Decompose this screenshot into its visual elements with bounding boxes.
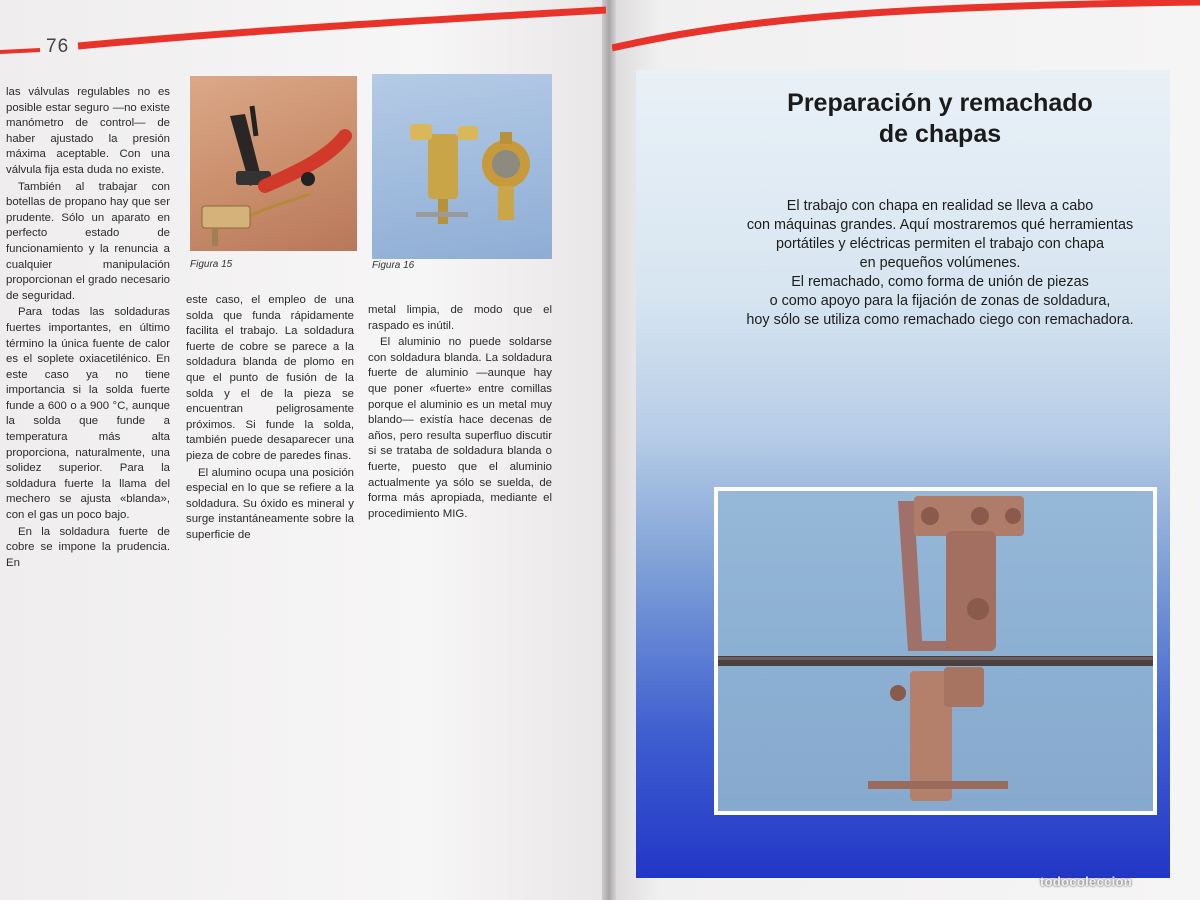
paragraph: las válvulas regulables no es posible estar seguro —no existe manómetro de control— de haber ajustado la presión máxima aceptable. Con una válvula fija esta duda no existe. — [6, 86, 170, 176]
riveting-photo — [714, 487, 1157, 815]
text-column-2 — [186, 293, 354, 545]
paragraph: metal limpia, de modo que el raspado es inútil. — [368, 304, 552, 332]
paragraph: También al trabajar con botellas de propano hay que ser prudente. Sólo un aparato en perfecto estado de funcionamiento y la renuncia a cualquier manipulación proporcionan el grado necesario de seguridad. — [6, 180, 170, 302]
watermark-text: todocoleccion — [1040, 874, 1133, 889]
intro-line: El trabajo con chapa en realidad se lleva a cabo — [786, 198, 1094, 214]
figure-16-photo — [372, 74, 552, 259]
section-title — [700, 88, 1180, 150]
title-line: Preparación y remachado — [787, 89, 1093, 117]
intro-text — [700, 197, 1180, 330]
paragraph: En la soldadura fuerte de cobre se impone la prudencia. En — [6, 525, 170, 569]
figure-16-caption: Figura 16 — [372, 260, 415, 271]
intro-line: portátiles y eléctricas permiten el trabajo con chapa — [776, 236, 1104, 252]
paragraph: este caso, el empleo de una solda que funda rápidamente facilita el trabajo. La soldadura fuerte de cobre se parece a la soldadura blanda de plomo en que el punto de fusión de la solda y el de la pieza se encuentran peligrosamente próximos. Si funde la solda, también puede desaparecer una pieza de cobre de paredes finas. — [186, 294, 354, 462]
paragraph: Para todas las soldaduras fuertes importantes, en último término la única fuente de calor es el soplete oxiacetilénico. En este caso ya no tiene importancia si la solda fuerte funde a 600 o a 900 °C, aunque la solda que funde a temperatura más alta proporciona, naturalmente, una solidez superior. Para la soldadura fuerte la llama del mechero se ajusta «blanda», con el gas un poco bajo. — [6, 306, 170, 522]
riveting-photo-image — [718, 491, 1153, 811]
intro-line: en pequeños volúmenes. — [859, 255, 1021, 271]
intro-line: hoy sólo se utiliza como remachado ciego con remachadora. — [746, 312, 1134, 328]
text-column-3 — [368, 303, 552, 523]
figure-15-caption: Figura 15 — [190, 259, 233, 270]
paragraph: El alumino ocupa una posición especial en lo que se refiere a la soldadura. Su óxido es mineral y surge instantáneamente sobre la superficie de — [186, 466, 354, 541]
intro-line: o como apoyo para la fijación de zonas de soldadura, — [769, 293, 1111, 309]
intro-line: con máquinas grandes. Aquí mostraremos qué herramientas — [746, 217, 1134, 233]
header-accent-bar-left — [0, 0, 606, 70]
figure-15-photo — [190, 76, 357, 251]
brass-regulators-illustration — [372, 74, 552, 259]
valve-torch-illustration — [190, 76, 357, 251]
riveting-tool-illustration — [718, 491, 1153, 811]
paragraph: El aluminio no puede soldarse con soldadura blanda. La soldadura fuerte de aluminio —aunque hay que poner «fuerte» entre comillas porque el aluminio es un metal muy blando— existía hace decenas de años, pero resulta superfluo discutir si se trataba de soldadura blanda o fuerte, puesto que el aluminio actualmente ya sólo se suelda, de forma más apropiada, mediante el procedimiento MIG. — [368, 336, 552, 520]
page-number: 76 — [46, 36, 70, 57]
intro-line: El remachado, como forma de unión de piezas — [791, 274, 1089, 290]
header-accent-bar-right — [612, 0, 1200, 70]
title-line: de chapas — [878, 120, 1002, 148]
text-column-1 — [6, 85, 170, 572]
book-gutter — [602, 0, 616, 900]
